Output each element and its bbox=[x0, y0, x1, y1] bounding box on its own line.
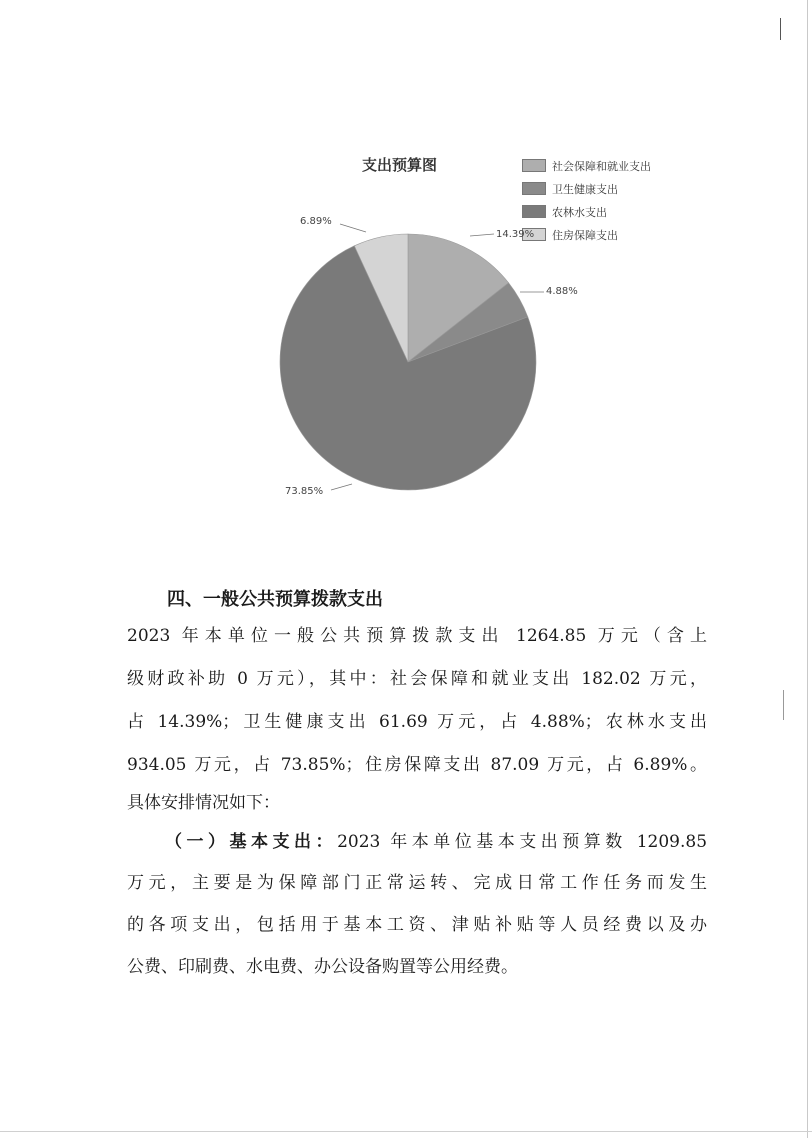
slice-label-social-security: 14.39% bbox=[496, 229, 535, 240]
slice-label-health: 4.88% bbox=[546, 286, 578, 297]
legend-item-housing bbox=[522, 223, 651, 246]
legend-swatch bbox=[522, 182, 546, 195]
legend-item-health bbox=[522, 177, 651, 200]
paragraph-line: 公费、印刷费、水电费、办公设备购置等公用经费。 bbox=[127, 957, 518, 977]
basic-expense-label: （一）基本支出： bbox=[165, 832, 338, 852]
page-bottom-edge bbox=[0, 1131, 812, 1132]
chart-legend bbox=[522, 154, 651, 246]
paragraph-line: 的各项支出，包括用于基本工资、津贴补贴等人员经费以及办 bbox=[127, 915, 707, 935]
leader-line bbox=[470, 234, 494, 236]
legend-label: 社会保障和就业支出 bbox=[552, 159, 651, 173]
scan-mark bbox=[783, 690, 784, 720]
paragraph-line: 2023 年本单位一般公共预算拨款支出 1264.85 万元（含上 bbox=[127, 626, 707, 646]
leader-line bbox=[331, 484, 352, 490]
pie-chart bbox=[0, 0, 812, 560]
legend-swatch bbox=[522, 205, 546, 218]
paragraph-line: 万元，主要是为保障部门正常运转、完成日常工作任务而发生 bbox=[127, 873, 707, 893]
legend-label: 住房保障支出 bbox=[552, 228, 618, 242]
section-heading: 四、一般公共预算拨款支出 bbox=[167, 589, 383, 610]
chart-title: 支出预算图 bbox=[362, 156, 438, 174]
leader-line bbox=[340, 224, 366, 232]
legend-item-social-security bbox=[522, 154, 651, 177]
paragraph-line bbox=[165, 830, 707, 854]
slice-label-agriculture: 73.85% bbox=[285, 486, 324, 497]
legend-item-agriculture bbox=[522, 200, 651, 223]
legend-label: 卫生健康支出 bbox=[552, 182, 618, 196]
paragraph-line: 级财政补助 0 万元），其中：社会保障和就业支出 182.02 万元， bbox=[127, 669, 707, 689]
slice-label-housing: 6.89% bbox=[300, 216, 332, 227]
legend-swatch bbox=[522, 159, 546, 172]
paragraph-line: 占 14.39%；卫生健康支出 61.69 万元，占 4.88%；农林水支出 bbox=[127, 712, 707, 732]
basic-expense-text: 2023 年本单位基本支出预算数 1209.85 bbox=[337, 832, 708, 852]
legend-label: 农林水支出 bbox=[552, 205, 607, 219]
paragraph-line: 具体安排情况如下： bbox=[127, 793, 280, 813]
paragraph-line: 934.05 万元，占 73.85%；住房保障支出 87.09 万元，占 6.89%。 bbox=[127, 755, 707, 775]
